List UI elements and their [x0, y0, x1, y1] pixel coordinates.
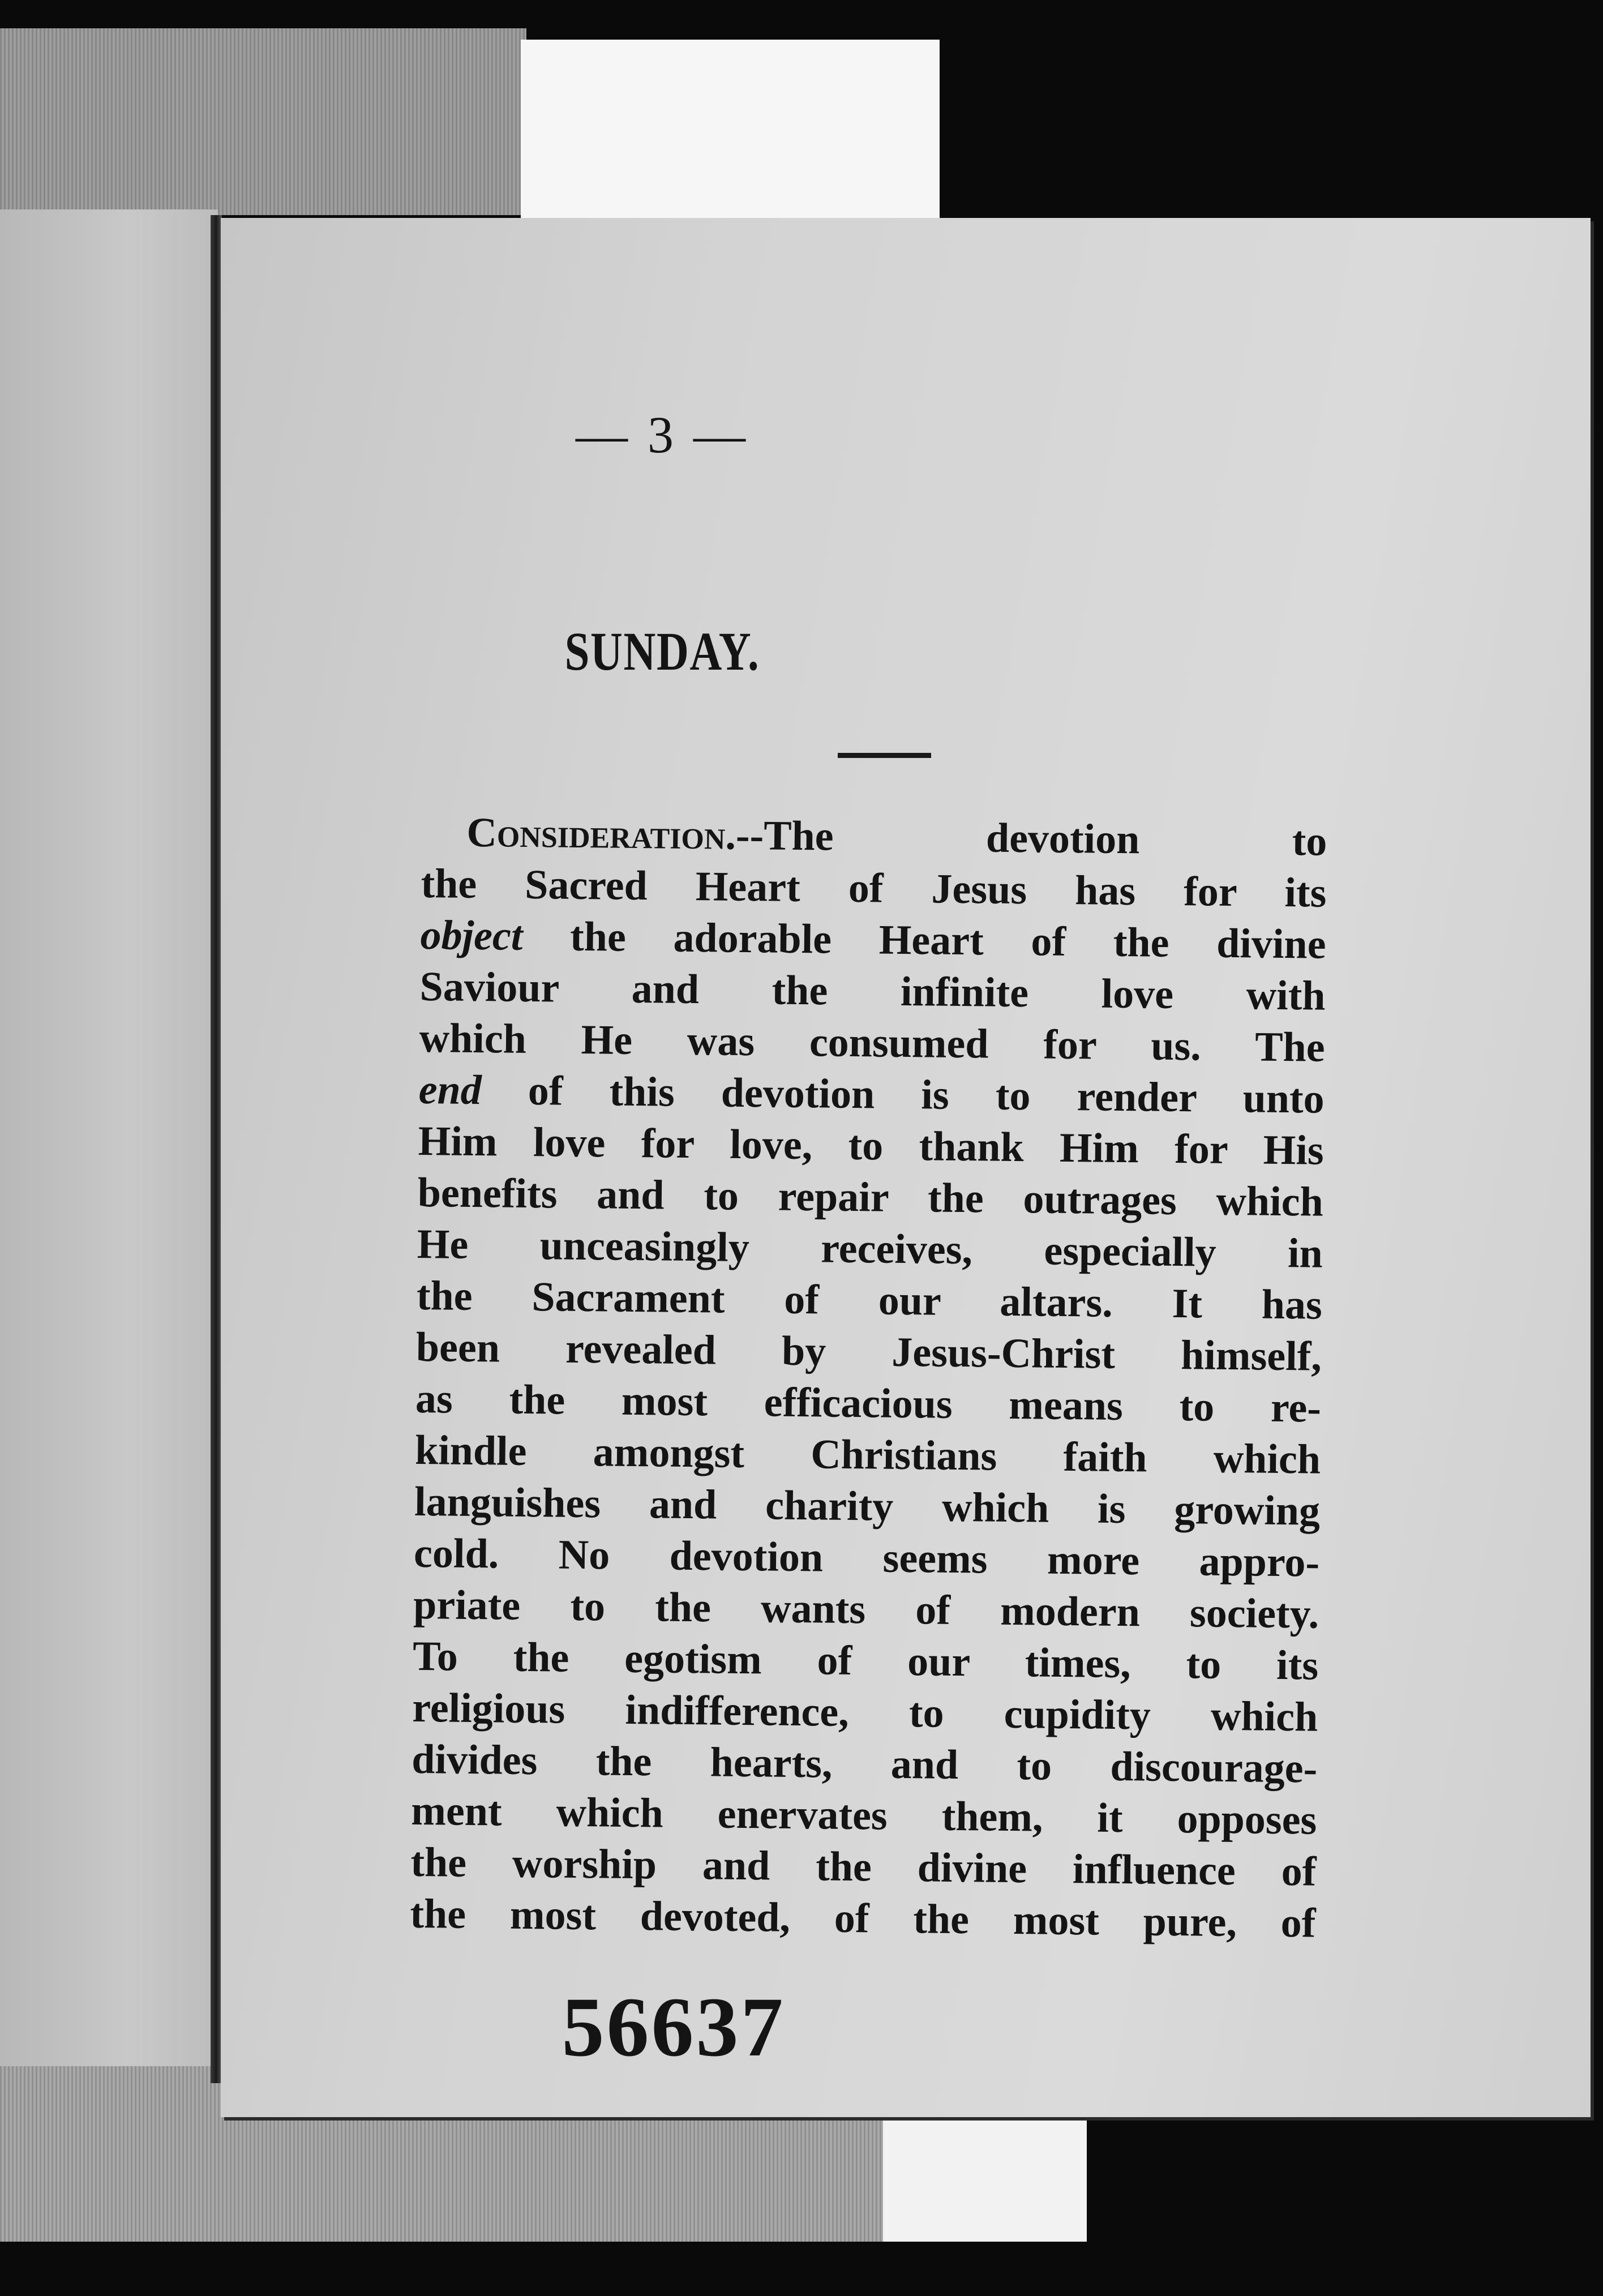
- lead-small-caps: Consideration.: [466, 809, 736, 859]
- text-line: [419, 961, 1326, 1022]
- document-page: [221, 218, 1591, 2117]
- lead-italic: object: [420, 911, 523, 959]
- line-text: priate to the wants of modern society.: [413, 1581, 1319, 1638]
- line-text: ment which enervates them, it opposes: [410, 1787, 1317, 1844]
- text-line: [421, 807, 1327, 868]
- text-line: [414, 1476, 1321, 1537]
- line-text: cold. No devotion seems more appro-: [413, 1530, 1320, 1586]
- line-text: the worship and the divine influence of: [410, 1839, 1317, 1895]
- line-text: which He was consumed for us. The: [419, 1014, 1326, 1071]
- text-line: [414, 1528, 1320, 1589]
- left-facing-page: [0, 209, 218, 2066]
- text-line: [418, 1116, 1324, 1177]
- text-line: [415, 1425, 1321, 1486]
- body-paragraph: [410, 807, 1327, 1950]
- line-text: --The devotion to: [735, 812, 1327, 865]
- page-content: [221, 218, 1591, 2117]
- line-text: the Sacred Heart of Jesus has for its: [421, 860, 1327, 916]
- text-line: [416, 1270, 1322, 1331]
- binding-cloth-top: [0, 28, 526, 215]
- text-line: [413, 1631, 1319, 1692]
- text-line: [410, 1837, 1317, 1898]
- line-text: the most devoted, of the most pure, of: [410, 1890, 1316, 1947]
- line-text: as the most efficacious means to re-: [415, 1375, 1322, 1432]
- line-text: Him love for love, to thank Him for His: [418, 1117, 1325, 1174]
- text-line: [412, 1682, 1318, 1744]
- heading-rule: [838, 753, 931, 758]
- section-heading: SUNDAY.: [564, 621, 760, 682]
- text-line: [417, 1167, 1323, 1228]
- stamp-number: 56637: [562, 1980, 786, 2074]
- line-text: He unceasingly receives, especially in: [417, 1220, 1323, 1277]
- line-text: of this devotion is to render unto: [481, 1067, 1325, 1123]
- line-text: been revealed by Jesus-Christ himself,: [415, 1323, 1322, 1380]
- line-text: Saviour and the infinite love with: [419, 963, 1326, 1020]
- line-text: kindle amongst Christians faith which: [414, 1427, 1321, 1483]
- page-number: — 3 —: [576, 406, 749, 464]
- text-line: [421, 858, 1327, 919]
- backing-paper-top: [521, 40, 940, 226]
- text-line: [420, 910, 1326, 971]
- line-text: benefits and to repair the outrages which: [417, 1169, 1324, 1226]
- lead-italic: end: [418, 1066, 482, 1114]
- text-line: [416, 1322, 1322, 1383]
- text-line: [419, 1013, 1325, 1074]
- line-text: divides the hearts, and to discourage-: [411, 1736, 1318, 1792]
- line-text: religious indifference, to cupidity which: [412, 1684, 1318, 1741]
- line-text: the adorable Heart of the divine: [522, 913, 1326, 968]
- text-line: [418, 1064, 1325, 1125]
- text-line: [413, 1579, 1319, 1640]
- book-spine: [211, 215, 222, 2083]
- text-line: [410, 1888, 1316, 1950]
- line-text: To the egotism of our times, to its: [412, 1633, 1319, 1689]
- text-line: [415, 1373, 1322, 1434]
- text-line: [412, 1734, 1318, 1795]
- text-line: [417, 1219, 1323, 1280]
- line-text: the Sacrament of our altars. It has: [416, 1272, 1323, 1329]
- line-text: languishes and charity which is growing: [414, 1478, 1321, 1535]
- text-line: [411, 1785, 1317, 1847]
